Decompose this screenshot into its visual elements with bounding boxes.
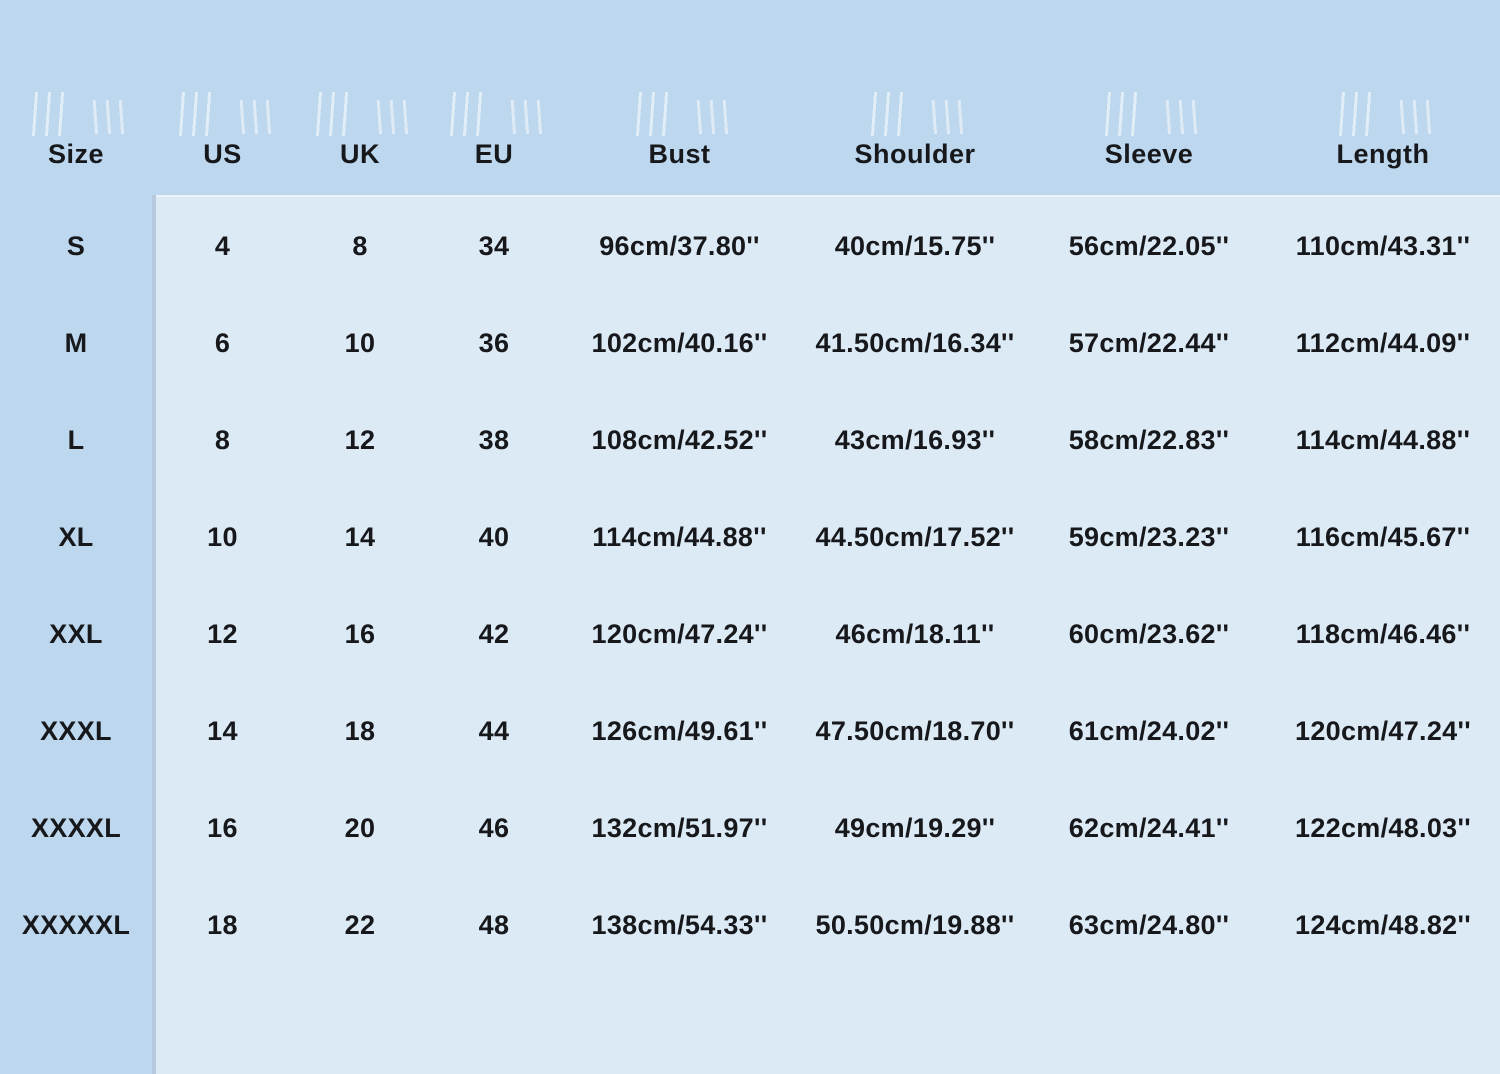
table-cell: 10: [344, 328, 376, 358]
table-cell: XXXL: [40, 716, 112, 746]
table-cell: 12: [207, 619, 238, 649]
table-cell: 40cm/15.75'': [834, 231, 996, 261]
table-cell: 41.50cm/16.34'': [815, 328, 1015, 358]
table-cell: 18: [207, 910, 238, 940]
table-cell: 34: [478, 231, 510, 261]
table-cell: 4: [214, 231, 231, 261]
column-header-label: Length: [1336, 139, 1430, 170]
table-cell: 116cm/45.67'': [1295, 522, 1471, 552]
table-cell: 47.50cm/18.70'': [815, 716, 1015, 746]
table-cell: 8: [214, 425, 231, 455]
table-cell: 62cm/24.41'': [1068, 813, 1230, 843]
table-cell: 118cm/46.46'': [1295, 619, 1471, 649]
watermark-hatch-icon: [310, 92, 410, 136]
table-cell: XXXXXL: [21, 910, 131, 940]
table-cell: 12: [344, 425, 376, 455]
table-cell: 120cm/47.24'': [591, 619, 768, 649]
table-cell: 57cm/22.44'': [1068, 328, 1230, 358]
table-cell: 102cm/40.16'': [591, 328, 768, 358]
watermark-hatch-icon: [865, 92, 965, 136]
table-cell: 63cm/24.80'': [1068, 910, 1230, 940]
table-row: [0, 392, 1500, 489]
table-cell: 114cm/44.88'': [1295, 425, 1471, 455]
table-cell: 43cm/16.93'': [834, 425, 996, 455]
table-cell: XXL: [49, 619, 103, 649]
table-cell: L: [67, 425, 85, 455]
table-rows: [0, 195, 1500, 974]
table-row: [0, 295, 1500, 392]
column-header-eu: [427, 0, 561, 195]
table-cell: 40: [478, 522, 510, 552]
table-cell: 16: [207, 813, 238, 843]
column-header-label: Bust: [648, 139, 711, 170]
table-row: [0, 198, 1500, 295]
table-row: [0, 586, 1500, 683]
column-header-label: US: [203, 139, 242, 170]
table-cell: 114cm/44.88'': [592, 522, 767, 552]
table-cell: M: [64, 328, 88, 358]
table-cell: 108cm/42.52'': [591, 425, 768, 455]
table-cell: S: [66, 231, 86, 261]
table-row: [0, 683, 1500, 780]
table-cell: 8: [352, 231, 368, 261]
table-cell: 120cm/47.24'': [1295, 716, 1471, 746]
table-cell: 132cm/51.97'': [591, 813, 768, 843]
table-cell: 138cm/54.33'': [591, 910, 768, 940]
table-cell: 46: [478, 813, 510, 843]
table-cell: XXXXL: [30, 813, 122, 843]
table-cell: 38: [478, 425, 510, 455]
table-cell: 124cm/48.82'': [1295, 910, 1471, 940]
column-header-shoulder: [798, 0, 1032, 195]
column-header-uk: [293, 0, 427, 195]
table-cell: 110cm/43.31'': [1295, 231, 1471, 261]
table-cell: 16: [344, 619, 376, 649]
watermark-hatch-icon: [26, 92, 126, 136]
table-cell: 49cm/19.29'': [834, 813, 996, 843]
table-cell: 44: [478, 716, 510, 746]
column-header-length: [1266, 0, 1500, 195]
column-header-label: EU: [474, 139, 514, 170]
table-header-row: [0, 0, 1500, 195]
table-cell: 58cm/22.83'': [1068, 425, 1230, 455]
column-header-label: Shoulder: [854, 139, 976, 170]
table-cell: 20: [344, 813, 376, 843]
table-cell: 96cm/37.80'': [599, 231, 760, 261]
column-header-label: Sleeve: [1104, 139, 1194, 170]
table-cell: 14: [207, 716, 238, 746]
watermark-hatch-icon: [173, 92, 273, 136]
column-header-us: [152, 0, 293, 195]
table-cell: 46cm/18.11'': [835, 619, 995, 649]
table-cell: 112cm/44.09'': [1295, 328, 1471, 358]
table-cell: 50.50cm/19.88'': [815, 910, 1015, 940]
column-header-label: Size: [47, 139, 105, 170]
table-cell: 6: [214, 328, 231, 358]
table-cell: 44.50cm/17.52'': [815, 522, 1015, 552]
table-cell: 22: [344, 910, 376, 940]
table-cell: 10: [207, 522, 238, 552]
watermark-hatch-icon: [1099, 92, 1199, 136]
column-header-sleeve: [1032, 0, 1266, 195]
table-row: [0, 489, 1500, 586]
column-header-bust: [561, 0, 798, 195]
table-cell: 122cm/48.03'': [1295, 813, 1471, 843]
table-cell: 48: [478, 910, 510, 940]
watermark-hatch-icon: [444, 92, 544, 136]
table-cell: 42: [478, 619, 510, 649]
table-cell: 36: [478, 328, 510, 358]
table-cell: 18: [344, 716, 376, 746]
table-cell: 61cm/24.02'': [1068, 716, 1230, 746]
table-cell: 14: [344, 522, 376, 552]
table-row: [0, 877, 1500, 974]
column-header-size: [0, 0, 152, 195]
column-header-label: UK: [340, 139, 380, 170]
watermark-hatch-icon: [630, 92, 730, 136]
table-cell: 60cm/23.62'': [1068, 619, 1230, 649]
table-row: [0, 780, 1500, 877]
table-cell: 126cm/49.61'': [591, 716, 768, 746]
watermark-hatch-icon: [1333, 92, 1433, 136]
table-cell: XL: [58, 522, 94, 552]
table-cell: 56cm/22.05'': [1068, 231, 1230, 261]
table-cell: 59cm/23.23'': [1068, 522, 1230, 552]
